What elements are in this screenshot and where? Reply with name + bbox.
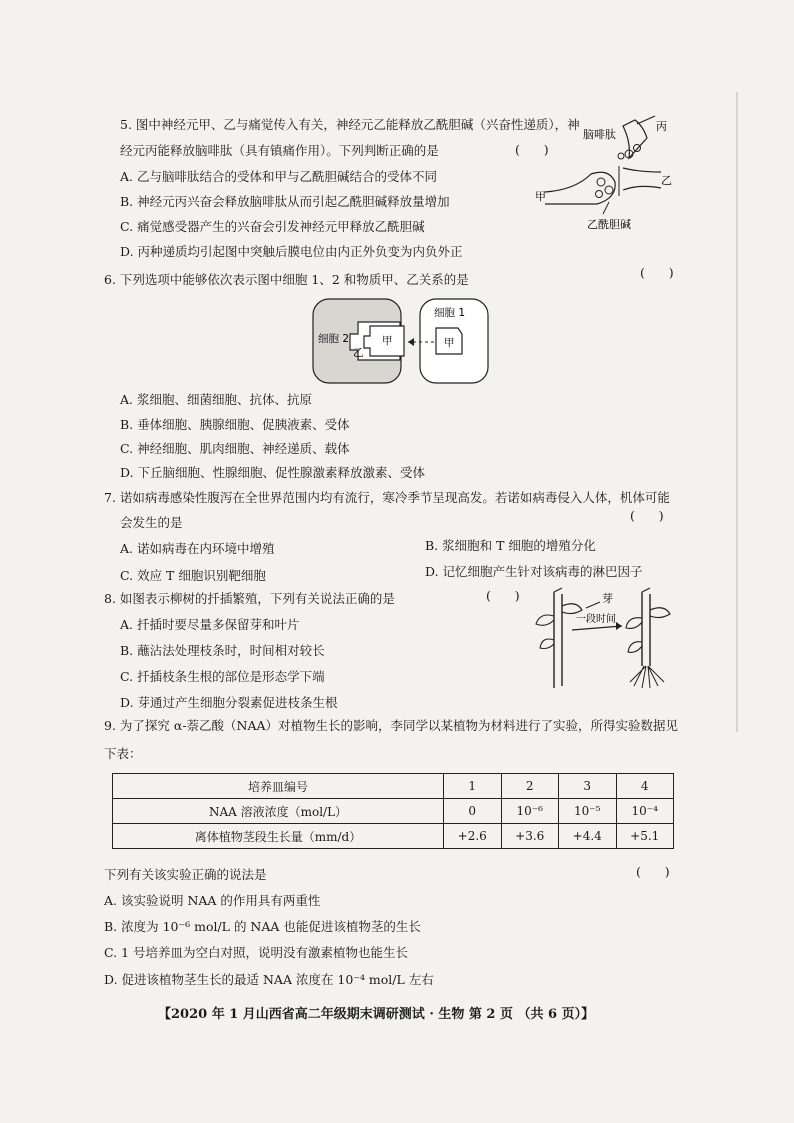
table-cell: NAA 溶液浓度（mol/L） — [113, 799, 444, 824]
neuron-bing-shape — [623, 120, 647, 158]
q9-option-a: A. 该实验说明 NAA 的作用具有两重性 — [104, 893, 321, 908]
bud-label: 芽 — [602, 592, 613, 605]
neuron-yi-shape — [623, 168, 661, 190]
q9-option-b: B. 浓度为 10⁻⁶ mol/L 的 NAA 也能促进该植物茎的生长 — [104, 919, 421, 934]
jia-bound-label: 甲 — [382, 335, 393, 347]
table-cell: 2 — [501, 774, 559, 799]
time-arrow-head — [616, 622, 622, 630]
table-cell: 0 — [444, 799, 502, 824]
q5-option-a: A. 乙与脑啡肽结合的受体和甲与乙酰胆碱结合的受体不同 — [120, 169, 437, 184]
q9-option-d: D. 促进该植物茎生长的最适 NAA 浓度在 10⁻⁴ mol/L 左右 — [104, 972, 434, 987]
q8-option-a: A. 扦插时要尽量多保留芽和叶片 — [120, 617, 300, 632]
table-cell: 10⁻⁶ — [501, 799, 559, 824]
yi-label: 乙 — [353, 347, 364, 359]
label-bing: 丙 — [656, 120, 667, 133]
q8-answer-paren: ( ) — [486, 588, 520, 603]
table-cell: +3.6 — [501, 824, 559, 849]
q9-answer-paren: ( ) — [636, 864, 670, 879]
q7-option-d: D. 记忆细胞产生针对该病毒的淋巴因子 — [425, 564, 643, 579]
q6-option-b: B. 垂体细胞、胰腺细胞、促胰液素、受体 — [120, 417, 350, 432]
jia-free-label: 甲 — [444, 337, 455, 349]
roots-shape — [630, 666, 664, 688]
table-cell: 离体植物茎段生长量（mm/d） — [113, 824, 444, 849]
q5-option-d: D. 丙种递质均引起图中突触后膜电位由内正外负变为内负外正 — [120, 244, 463, 259]
q7-stem-line2: 会发生的是 — [120, 515, 183, 530]
secretion-arrow-head — [408, 338, 414, 346]
label-jia: 甲 — [535, 190, 546, 203]
q9-stem-line2: 下表： — [104, 746, 142, 761]
q9-option-c: C. 1 号培养皿为空白对照，说明没有激素植物也能生长 — [104, 945, 408, 960]
table-cell: +5.1 — [616, 824, 674, 849]
table-cell: 培养皿编号 — [113, 774, 444, 799]
label-ach: 乙酰胆碱 — [587, 218, 631, 231]
label-yi: 乙 — [661, 174, 672, 187]
q6-option-c: C. 神经细胞、肌肉细胞、神经递质、载体 — [120, 441, 350, 456]
q8-option-b: B. 蘸沾法处理枝条时，时间相对较长 — [120, 643, 325, 658]
q5-stem-line1: 5. 图中神经元甲、乙与痛觉传入有关，神经元乙能释放乙酰胆碱（兴奋性递质），神 — [120, 117, 580, 132]
q5-answer-paren: ( ) — [515, 142, 549, 157]
q7-answer-paren: ( ) — [630, 508, 664, 523]
q8-option-d: D. 芽通过产生细胞分裂素促进枝条生根 — [120, 695, 338, 710]
table-cell: 1 — [444, 774, 502, 799]
cell-1-label: 细胞 1 — [434, 307, 466, 319]
table-row — [113, 774, 674, 799]
table-cell: 10⁻⁵ — [559, 799, 617, 824]
leaf-shape-1 — [536, 615, 554, 625]
q6-option-a: A. 浆细胞、细菌细胞、抗体、抗原 — [120, 392, 312, 407]
q9-stem-line1: 9. 为了探究 α-萘乙酸（NAA）对植物生长的影响，李同学以某植物为材料进行了实验，所得实验数据见 — [104, 718, 679, 733]
q5-synapse-figure — [535, 112, 675, 234]
table-cell: +4.4 — [559, 824, 617, 849]
q9-question: 下列有关该实验正确的说法是 — [104, 867, 267, 882]
cell-2-label: 细胞 2 — [318, 333, 350, 345]
table-cell: 10⁻⁴ — [616, 799, 674, 824]
q6-stem: 6. 下列选项中能够依次表示图中细胞 1、2 和物质甲、乙关系的是 — [104, 272, 469, 287]
q7-option-c: C. 效应 T 细胞识别靶细胞 — [120, 568, 266, 583]
q6-answer-paren: ( ) — [640, 265, 674, 280]
label-naofeitai: 脑啡肽 — [583, 128, 616, 141]
q6-option-d: D. 下丘脑细胞、性腺细胞、促性腺激素释放激素、受体 — [120, 465, 426, 480]
q5-stem-line2: 经元丙能释放脑啡肽（具有镇痛作用）。下列判断正确的是 — [120, 143, 439, 158]
naa-data-table — [112, 773, 674, 849]
q5-option-c: C. 痛觉感受器产生的兴奋会引发神经元甲释放乙酰胆碱 — [120, 219, 425, 234]
time-arrow-label: 一段时间 — [576, 614, 616, 625]
table-row — [113, 824, 674, 849]
table-cell: 4 — [616, 774, 674, 799]
neuron-jia-shape — [545, 172, 615, 204]
page-footer: 【2020 年 1 月山西省高二年级期末调研测试 · 生物 第 2 页 （共 6 页）】 — [158, 1007, 595, 1022]
q5-option-b: B. 神经元丙兴奋会释放脑啡肽从而引起乙酰胆碱释放量增加 — [120, 194, 450, 209]
q8-option-c: C. 扦插枝条生根的部位是形态学下端 — [120, 669, 325, 684]
q7-stem-line1: 7. 诺如病毒感染性腹泻在全世界范围内均有流行，寒冷季节呈现高发。若诺如病毒侵入人体，机体可能 — [104, 490, 670, 505]
q7-option-b: B. 浆细胞和 T 细胞的增殖分化 — [425, 538, 596, 553]
q8-stem: 8. 如图表示柳树的扦插繁殖，下列有关说法正确的是 — [104, 591, 395, 606]
table-row — [113, 799, 674, 824]
q7-option-a: A. 诺如病毒在内环境中增殖 — [120, 541, 275, 556]
q6-cell-figure — [312, 298, 490, 384]
page-edge-shadow — [736, 92, 738, 732]
time-arrow-line — [572, 626, 622, 630]
table-cell: 3 — [559, 774, 617, 799]
table-cell: +2.6 — [444, 824, 502, 849]
q8-cutting-figure — [530, 586, 678, 690]
